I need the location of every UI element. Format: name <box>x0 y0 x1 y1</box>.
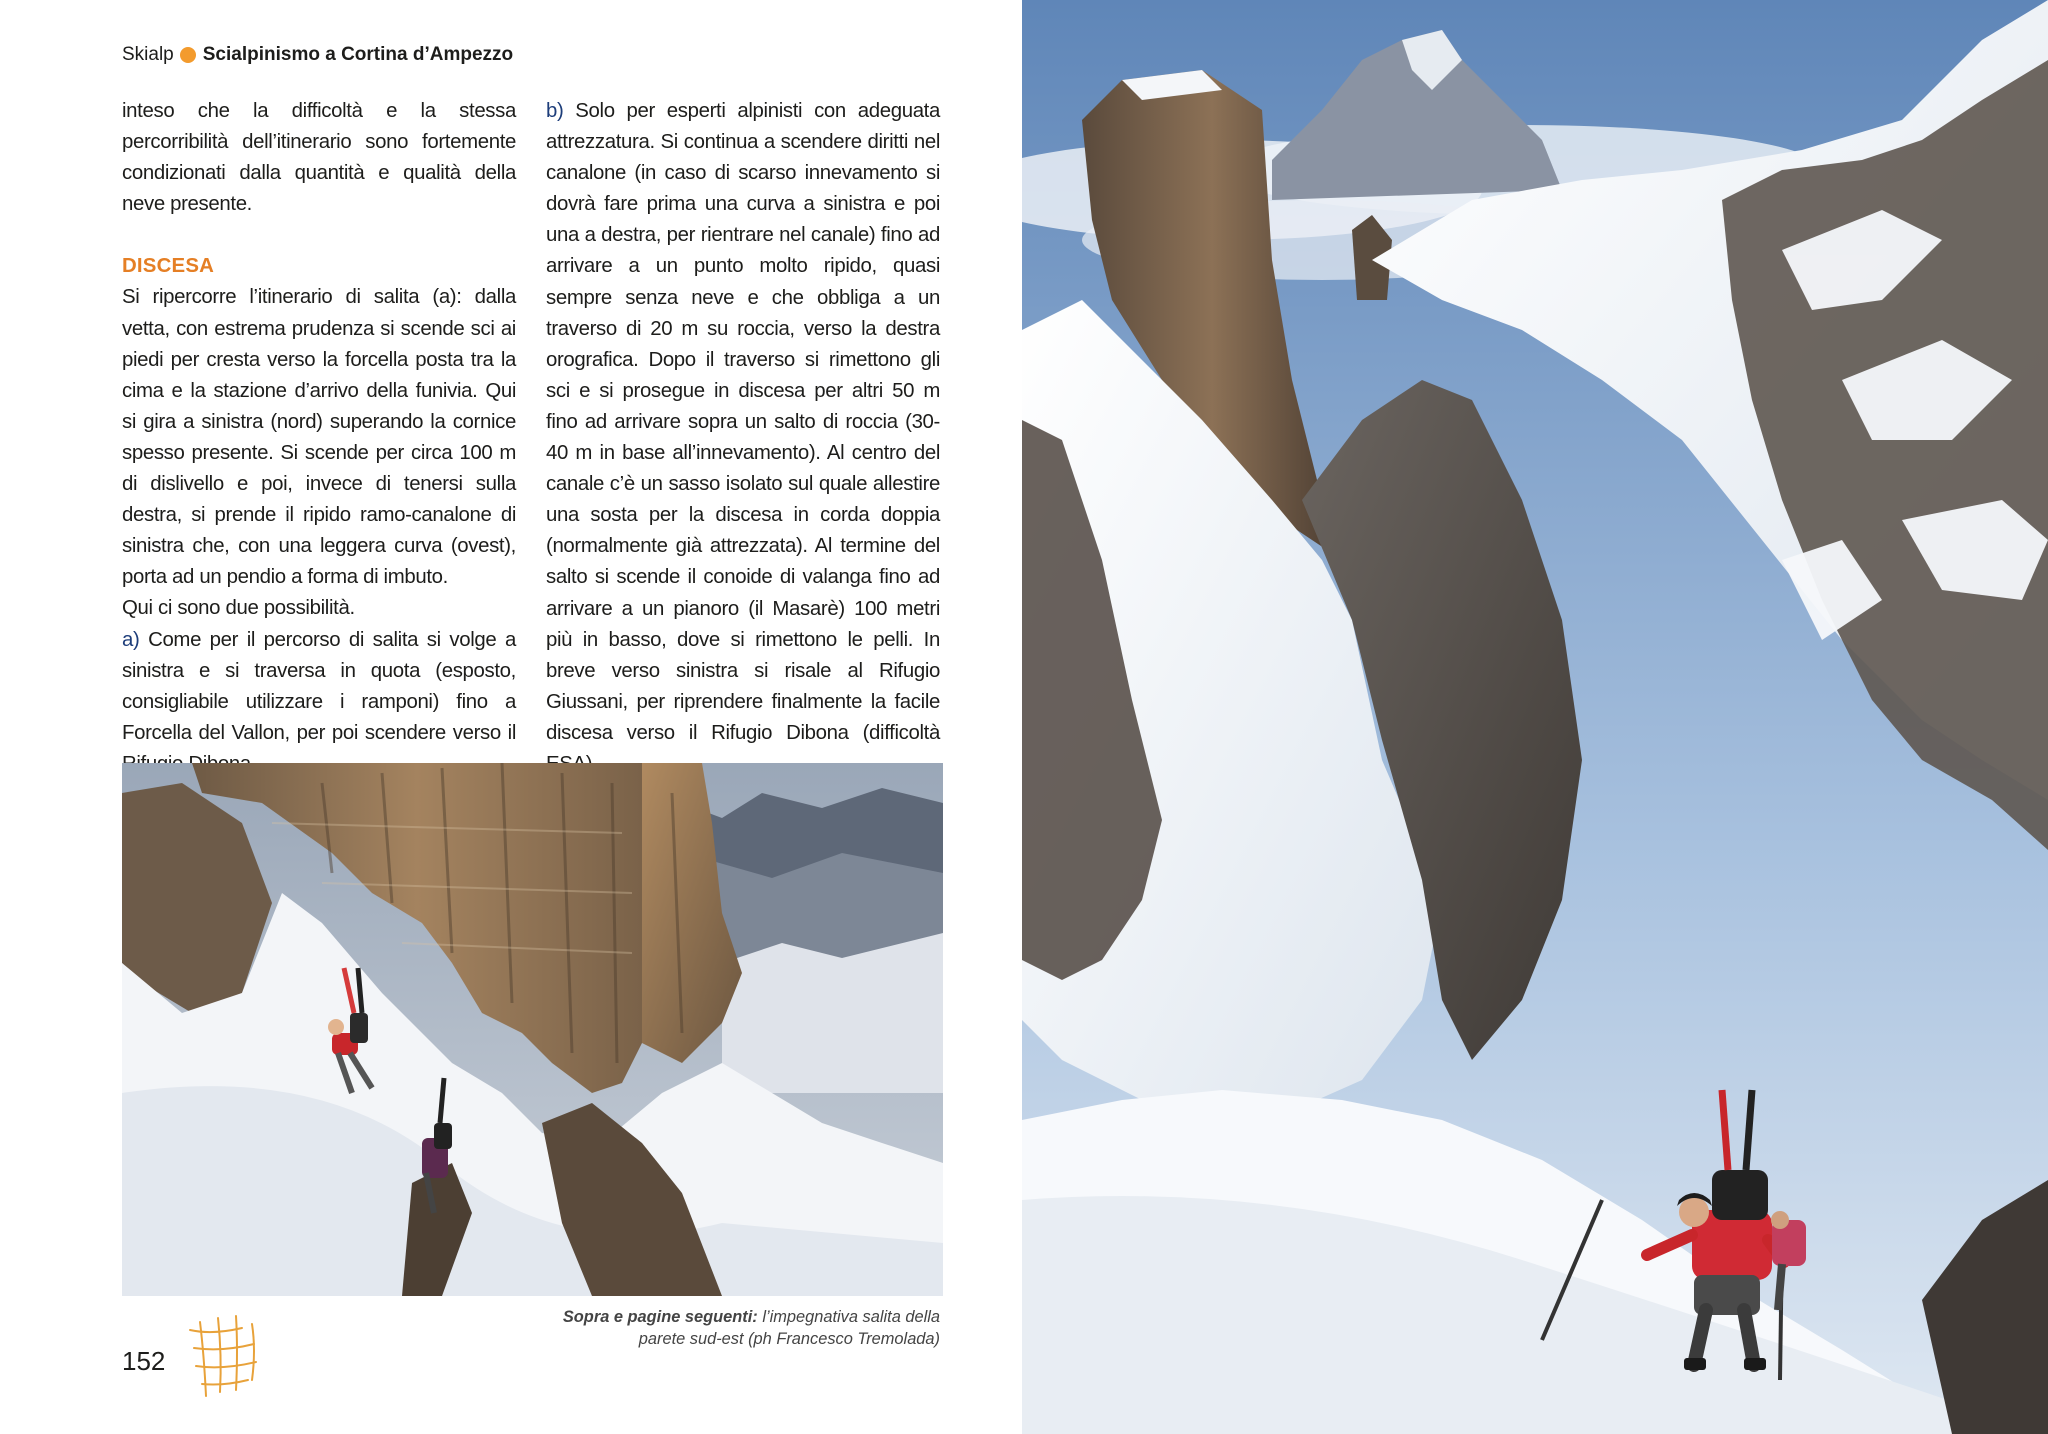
photo-caption <box>520 1306 940 1350</box>
option-a-text: Come per il percorso di salita si volge a sinistra e si traversa in quota (esposto, consigliabile utilizzare i ramponi) fino a Forcella del Vallon, per poi scendere verso il <box>122 628 516 744</box>
option-a-label: a) <box>122 628 140 651</box>
chapter-title: Scialpinismo a Cortina d’Ampezzo <box>202 44 514 65</box>
running-head <box>122 44 513 66</box>
climbers-photo <box>122 763 943 1296</box>
descent-paragraph: Si ripercorre l’itinerario di salita (a): dalla vetta, con estrema prudenza si scende sci ai piedi per cresta verso la forcella posta tra la cima e la stazione d’arrivo della funivia. Qui si gira a sinistra (nord) superando la cornice spesso presente. Si scende per circa 100 m di dislivello e poi, invece di tenersi sulla destra, si prende il ripido ramo-canalone di sinistra che, con una leggera curva (ovest), porta ad un pendio a forma di imbuto. <box>122 286 516 589</box>
possibilities-paragraph: Qui ci sono due possibilità. <box>122 597 355 620</box>
right-page-photo <box>1022 0 2048 1434</box>
text-column-left <box>122 96 516 780</box>
caption-text: l’impegnativa salita della parete sud-est (ph Francesco Tremolada) <box>638 1308 940 1348</box>
text-column-right <box>546 96 940 780</box>
brand-label: Skialp <box>122 44 174 65</box>
section-heading: DISCESA <box>122 255 215 278</box>
option-b-text: Solo per esperti alpinisti con adeguata attrezzatura. Si continua a scendere diritti nel canalone (in caso di scarso innevamento si dovrà fare prima una curva a sinistra e poi una a destra, per rientrare nel canale) fino ad arrivare a un punto molto ripido, quasi sempre senza neve e che obbliga a un traverso di 20 m su roccia, verso la destra orografica. Dopo il traverso si rimettono gli sci e si prosegue in discesa per altri 50 m fino ad arrivare sopra un salto di roccia (30-40 m in base all’innevamento). Al centro del canale c’è un sasso isolato sul quale allestire una sosta per la discesa in corda doppia (normalmente già attrezzata). Al termine del salto si scende il conoide di valanga fino ad arrivare a un pianoro (il Masarè) 100 metri più in basso, dove si rimettono le pelli. In breve verso sinistra si risale al Rifugio Giussani, per riprendere finalmente la facile discesa verso il Rifugio Dibona (difficoltà <box>546 100 940 744</box>
option-b-label: b) <box>546 100 564 122</box>
publisher-logo-icon <box>182 1310 272 1400</box>
option-b-paragraph <box>546 96 940 780</box>
caption-label: Sopra e pagine seguenti: <box>562 1308 758 1326</box>
option-a-paragraph <box>122 625 516 780</box>
page-number: 152 <box>122 1346 166 1376</box>
orange-dot-icon <box>180 47 196 63</box>
left-page <box>0 0 1022 1434</box>
intro-paragraph: inteso che la difficoltà e la stessa percorribilità dell’itinerario sono fortemente condizionati dalla quantità e qualità della neve presente. <box>122 100 516 216</box>
